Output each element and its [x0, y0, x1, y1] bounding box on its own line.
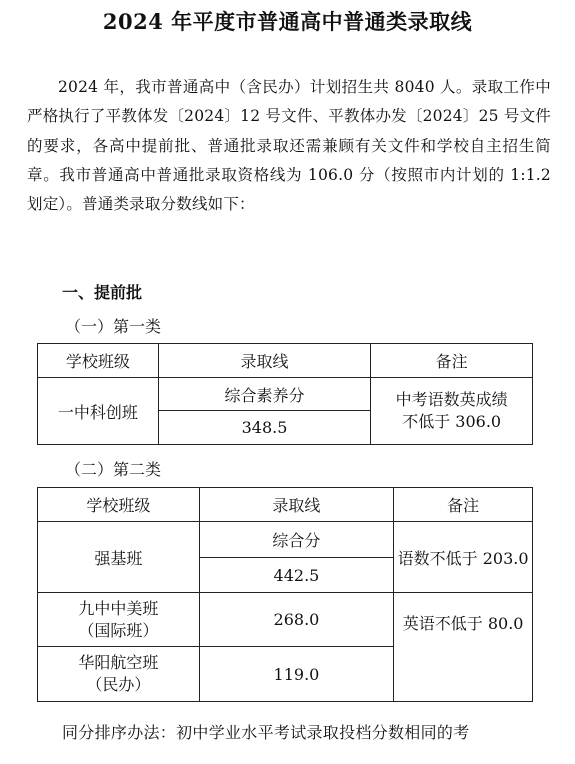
header-school: 学校班级	[38, 344, 159, 378]
category-1-heading: （一）第一类	[65, 317, 162, 336]
school-line: 九中中美班	[78, 598, 159, 618]
category-2-heading: （二）第二类	[65, 460, 162, 479]
section-heading-early-batch: 一、提前批	[62, 283, 143, 302]
score-cell: 268.0	[199, 593, 394, 647]
note-cell: 英语不低于 80.0	[394, 593, 533, 702]
header-score: 录取线	[199, 488, 394, 522]
header-note: 备注	[371, 344, 533, 378]
score-label-cell: 综合分	[199, 522, 394, 558]
school-cell	[38, 647, 200, 702]
score-cell: 442.5	[199, 558, 394, 593]
note-line: 不低于 306.0	[402, 412, 502, 431]
note-cell	[371, 378, 533, 445]
school-line: （国际班）	[78, 620, 159, 640]
school-cell	[38, 593, 200, 647]
tie-break-rule-text: 同分排序办法：初中学业水平考试录取投档分数相同的考	[62, 723, 470, 742]
header-school: 学校班级	[38, 488, 200, 522]
note-cell: 语数不低于 203.0	[394, 522, 533, 593]
intro-paragraph: 2024 年，我市普通高中（含民办）计划招生共 8040 人。录取工作中严格执行了平教体发〔2024〕12 号文件、平教体办发〔2024〕25 号文件的要求，各高中提前批、普通批录取还需兼顾有关文件和学校自主招生简章。我市普通高中普通批录取资格线为 106.0 分（按照市内计划的 1:1.2 划定）。普通类录取分数线如下：	[27, 78, 551, 214]
score-cell: 119.0	[199, 647, 394, 702]
school-line: （民办）	[86, 675, 151, 694]
school-cell: 一中科创班	[38, 378, 159, 445]
school-cell: 强基班	[38, 522, 200, 593]
category-1-table	[37, 343, 533, 445]
score-label-cell: 综合素养分	[158, 378, 371, 411]
category-2-table	[37, 487, 533, 702]
header-score: 录取线	[158, 344, 371, 378]
score-cell: 348.5	[158, 411, 371, 445]
header-note: 备注	[394, 488, 533, 522]
document-title: 2024 年平度市普通高中普通类录取线	[102, 9, 473, 34]
note-line: 中考语数英成绩	[395, 390, 508, 409]
school-line: 华阳航空班	[78, 653, 159, 672]
